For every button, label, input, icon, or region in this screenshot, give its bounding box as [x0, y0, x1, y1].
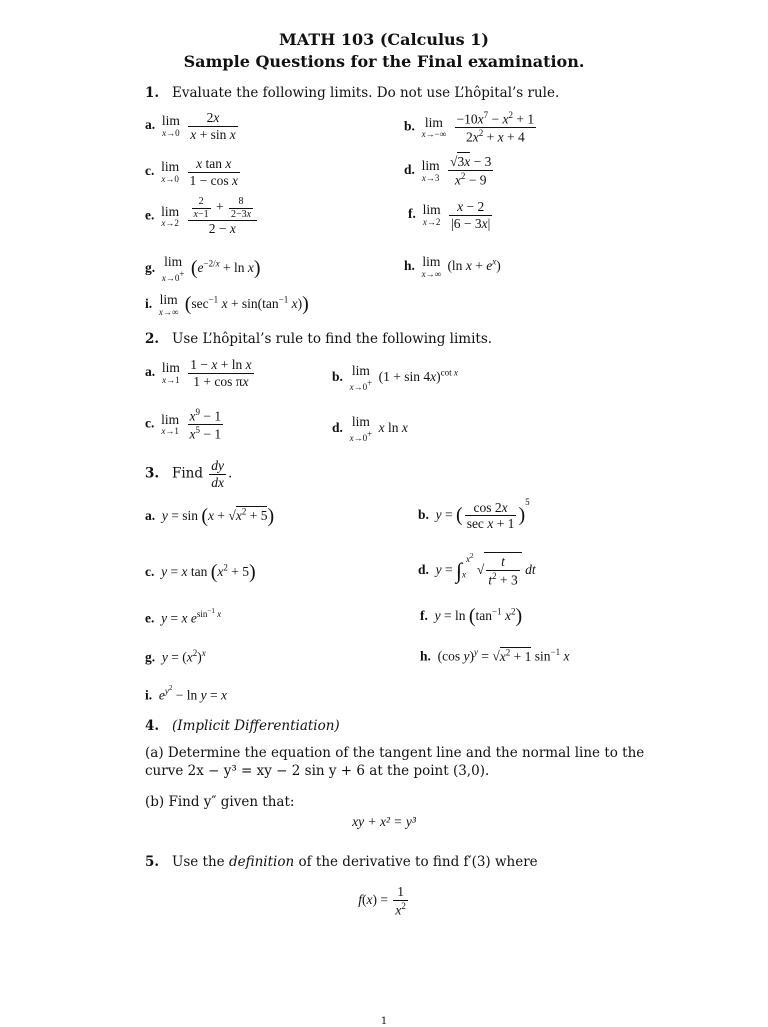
q3-item-d: d. $y = \int_x^{x^2}$ √ $\frac{t}{t^2 + 3}$ dt	[418, 551, 536, 588]
q3-item-c: c. y = x $\tan (x^2 + 5)$	[145, 561, 256, 583]
q1-item-a: a. lim x→0 $\frac{2x}{\text{x + sin x}}$	[145, 110, 236, 142]
q3-item-g: g. $y = (x^2)^x$	[145, 648, 206, 665]
q2-item-b: b. lim x→0+ $(1 + \sin 4x)^{cot x}$	[332, 363, 458, 392]
q2-item-d: d. lim x→0+ x ln x	[332, 414, 408, 443]
question-4	[145, 720, 340, 734]
q4-part-b-equation: xy + x² = y³	[352, 814, 416, 829]
question-text: Use L’hôpital’s rule to find the following limits.	[171, 331, 493, 347]
q4-part-a-line-2: curve 2x − y³ = xy − 2 sin y + 6 at the point (3,0).	[145, 763, 490, 779]
question-title: (Implicit Differentiation)	[171, 718, 340, 734]
question-number: 5.	[145, 854, 160, 870]
question-3: 3. Find $\frac{dy}{dx}$ .	[145, 458, 233, 490]
q3-item-i: i. $e^{y^2} - \ln y = x$	[145, 684, 228, 703]
q3-item-a: a. $y = \sin (x + √x^2 + 5)$	[145, 505, 275, 527]
q3-item-f: f. $y = \ln (\tan^{-1}$ $x^2$)	[420, 605, 523, 627]
q1-item-g: g. lim x→0+ $(e^{-2/x} + \ln x)$	[145, 254, 261, 283]
page-number: 1	[380, 1016, 388, 1027]
q2-item-c: c. lim x→1 $\frac{x^9 - 1}{x^5 - 1}$	[145, 407, 222, 442]
question-text: Evaluate the following limits. Do not use L’hôpital’s rule.	[171, 85, 560, 101]
question-text: Find	[171, 465, 203, 482]
q1-item-c: c. lim x→0 $\frac{\text{x tan x}}{\text{1 − cos x}}$	[145, 156, 238, 188]
question-number: 1.	[145, 85, 160, 101]
q4-part-b: (b) Find y″ given that:	[145, 794, 295, 810]
q4-part-a-line-1: (a) Determine the equation of the tangent line and the normal line to the	[145, 745, 645, 761]
q3-item-e: e. y = x $e^{sin^{-1} x}$	[145, 607, 222, 626]
q1-item-i: i. lim x→∞ ($\sec^{-1}$ $x + \sin(\tan^{-1}$ x))	[145, 292, 309, 317]
title-line-2: Sample Questions for the Final examination.	[183, 52, 585, 71]
q1-item-b: b. lim x→−∞ $\frac{-10x^7 - x^2 + 1}{2x^2 + x + 4}$	[404, 110, 535, 145]
q5-function: f(x) = $\frac{1}{x^2}$	[358, 884, 406, 918]
question-number: 2.	[145, 331, 160, 347]
question-5: 5. Use the definition of the derivative to find f′(3) where	[145, 854, 538, 870]
q1-item-f: f. lim x→2 $\frac{x - 2}{|6 - 3x|}$	[408, 199, 491, 231]
q2-item-a: a. lim x→1 $\frac{\text{1 − x + ln x}}{\text{1 + cos πx}}$	[145, 357, 252, 389]
q1-item-h: h. lim x→∞ (ln $x + e^x$)	[404, 254, 501, 279]
title-line-1: MATH 103 (Calculus 1)	[279, 30, 489, 49]
question-number: 4.	[145, 718, 160, 734]
question-number: 3.	[145, 465, 160, 482]
q1-item-d: d. lim x→3 $\frac{√3x - 3}{x^2 - 9}$	[404, 154, 492, 188]
question-1	[145, 87, 559, 101]
q3-item-b: b. y = ( $\frac{\cos 2x}{\text{sec x + 1}}$ )$^5$	[418, 497, 530, 532]
q3-item-h: h. (cos $y)^y = √x^2 + 1$ $\sin^{-1} x$	[420, 647, 570, 664]
q1-item-e: e. lim x→2 $\frac{2}{x-1}$ + $\frac{8}{2-3x}$ 2 − x	[145, 196, 259, 237]
question-2	[145, 333, 492, 347]
